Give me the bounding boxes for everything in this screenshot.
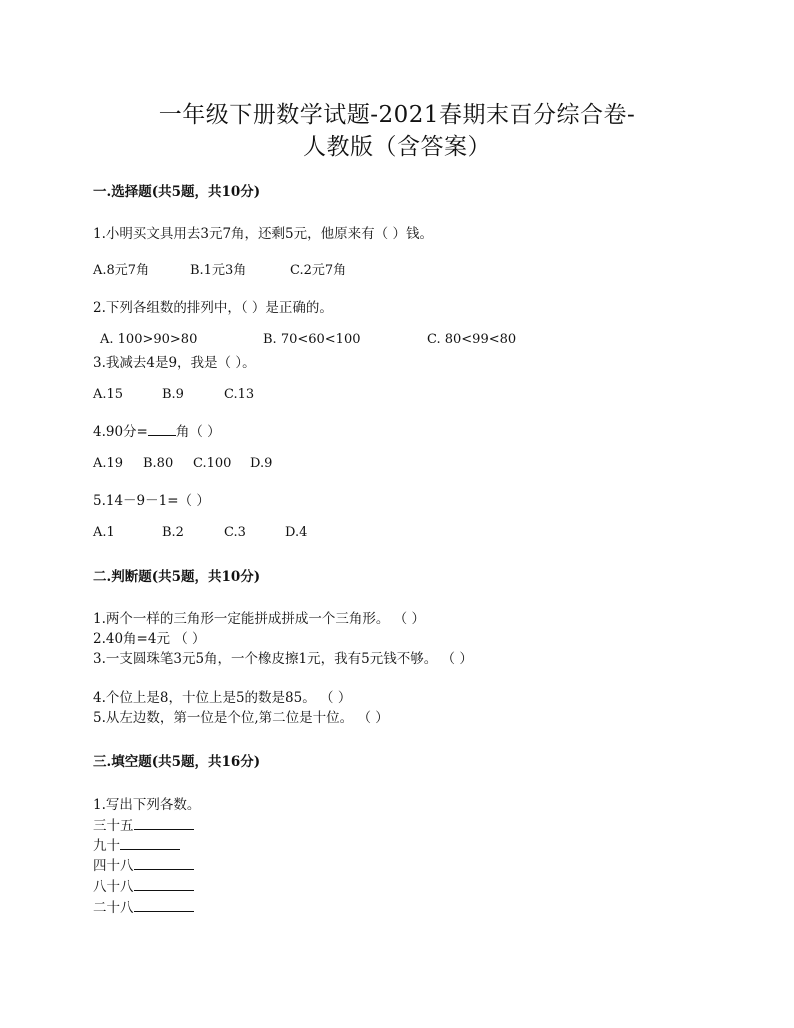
question-3-option-c: C.13 bbox=[224, 387, 255, 402]
judge-item-2: 2.40角=4元 （ ） bbox=[93, 631, 206, 647]
fill-item bbox=[93, 854, 194, 874]
section3-heading: 三.填空题(共5题，共16分) bbox=[93, 754, 261, 770]
question-4-text-before: 4.90分= bbox=[93, 424, 148, 440]
fill-item-label: 九十 bbox=[93, 838, 120, 854]
question-4-option-b: B.80 bbox=[143, 456, 174, 471]
fill-blank bbox=[134, 868, 194, 870]
question-5-option-b: B.2 bbox=[162, 525, 184, 540]
question-4-option-a: A.19 bbox=[93, 456, 124, 471]
question-3-text: 3.我减去4是9，我是（ ）。 bbox=[93, 355, 256, 371]
question-5-option-c: C.3 bbox=[224, 525, 246, 540]
section1-heading: 一.选择题(共5题，共10分) bbox=[93, 184, 261, 200]
judge-item-1: 1.两个一样的三角形一定能拼成拼成一个三角形。 （ ） bbox=[93, 611, 425, 627]
section2-heading: 二.判断题(共5题，共10分) bbox=[93, 569, 261, 585]
question-5-option-a: A.1 bbox=[93, 525, 115, 540]
fill-blank bbox=[134, 828, 194, 830]
question-4-blank bbox=[148, 434, 176, 436]
judge-item-3: 3.一支圆珠笔3元5角，一个橡皮擦1元，我有5元钱不够。 （ ） bbox=[93, 651, 473, 667]
question-4-text bbox=[93, 420, 221, 440]
question-5-text: 5.14－9－1=（ ） bbox=[93, 493, 210, 509]
fill-item-label: 四十八 bbox=[93, 858, 134, 874]
question-3-option-a: A.15 bbox=[93, 387, 124, 402]
doc-title-line1: 一年级下册数学试题-2021春期末百分综合卷- bbox=[158, 102, 636, 128]
question-2-option-a: A. 100>90>80 bbox=[100, 332, 198, 347]
fill-item bbox=[93, 875, 194, 895]
question-2-text: 2.下列各组数的排列中，（ ）是正确的。 bbox=[93, 300, 333, 316]
fill-item bbox=[93, 896, 194, 916]
judge-item-5: 5.从左边数，第一位是个位,第二位是十位。 （ ） bbox=[93, 710, 389, 726]
fill-item bbox=[93, 834, 180, 854]
fill-blank bbox=[120, 848, 180, 850]
question-2-option-b: B. 70<60<100 bbox=[263, 332, 361, 347]
fill-item-label: 三十五 bbox=[93, 818, 134, 834]
question-1-option-a: A.8元7角 bbox=[93, 263, 150, 278]
question-3-option-b: B.9 bbox=[162, 387, 184, 402]
question-2-option-c: C. 80<99<80 bbox=[427, 332, 517, 347]
fill-question-1-title: 1.写出下列各数。 bbox=[93, 797, 201, 813]
question-1-option-c: C.2元7角 bbox=[290, 263, 347, 278]
question-5-option-d: D.4 bbox=[285, 525, 308, 540]
fill-blank bbox=[134, 889, 194, 891]
fill-item-label: 二十八 bbox=[93, 900, 134, 916]
fill-blank bbox=[134, 910, 194, 912]
question-1-text: 1.小明买文具用去3元7角，还剩5元，他原来有（ ）钱。 bbox=[93, 226, 433, 242]
fill-item bbox=[93, 814, 194, 834]
fill-item-label: 八十八 bbox=[93, 879, 134, 895]
question-4-option-c: C.100 bbox=[193, 456, 232, 471]
judge-item-4: 4.个位上是8，十位上是5的数是85。 （ ） bbox=[93, 690, 352, 706]
doc-title-line2: 人教版（含答案） bbox=[303, 134, 491, 160]
question-4-text-after: 角（ ） bbox=[175, 424, 221, 440]
question-1-option-b: B.1元3角 bbox=[190, 263, 247, 278]
question-4-option-d: D.9 bbox=[250, 456, 273, 471]
